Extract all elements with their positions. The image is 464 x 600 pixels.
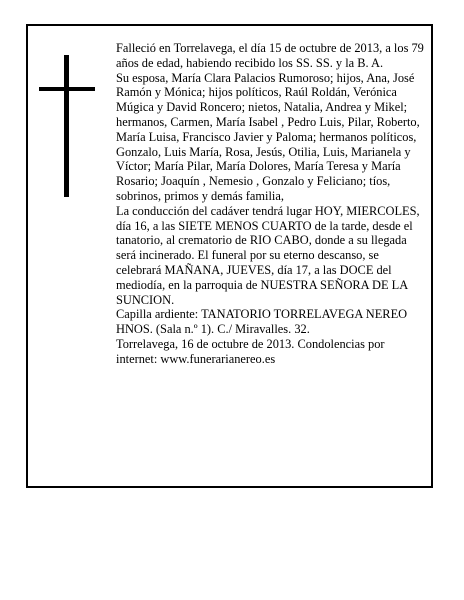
cross-icon (39, 55, 95, 197)
date-and-condolences: Torrelavega, 16 de octubre de 2013. Condolencias por internet: www.funerarianereo.es (116, 336, 385, 366)
family-list: Su esposa, María Clara Palacios Rumoroso; hijos, Ana, José Ramón y Mónica; hijos políticos, Raúl Roldán, Verónica Múgica y David Roncero; nietos, Natalia, Andrea y Mikel; hermanos, Carmen, María Isabel , Pedro Luis, Pilar, Roberto, María Luisa, Francisco Javier y Paloma; hermanos políticos, Gonzalo, Luis María, Rosa, Jesús, Otilia, Luis, Marianela y Víctor; María Pilar, María Dolores, María Teresa y María Rosario; Joaquín , Nemesio , Gonzalo y Feliciano; tíos, sobrinos, primos y demás familia, (116, 70, 420, 203)
notice-text (116, 41, 426, 367)
funeral-details: La conducción del cadáver tendrá lugar HOY, MIERCOLES, día 16, a las SIETE MENOS CUARTO de la tarde, desde el tanatorio, al crematorio de RIO CABO, donde a su llegada será incinerado. El funeral por su eterno descanso, se celebrará MAÑANA, JUEVES, día 17, a las DOCE del mediodía, en la parroquia de NUESTRA SEÑORA DE LA SUNCION. (116, 203, 420, 307)
cross-horizontal-bar (39, 87, 95, 91)
chapel-details: Capilla ardiente: TANATORIO TORRELAVEGA NEREO HNOS. (Sala n.º 1). C./ Miravalles. 32. (116, 307, 408, 337)
obituary-notice (26, 24, 433, 488)
death-announcement: Falleció en Torrelavega, el día 15 de octubre de 2013, a los 79 años de edad, habiendo recibido los SS. SS. y la B. A. (116, 41, 424, 70)
cross-vertical-bar (64, 55, 69, 197)
